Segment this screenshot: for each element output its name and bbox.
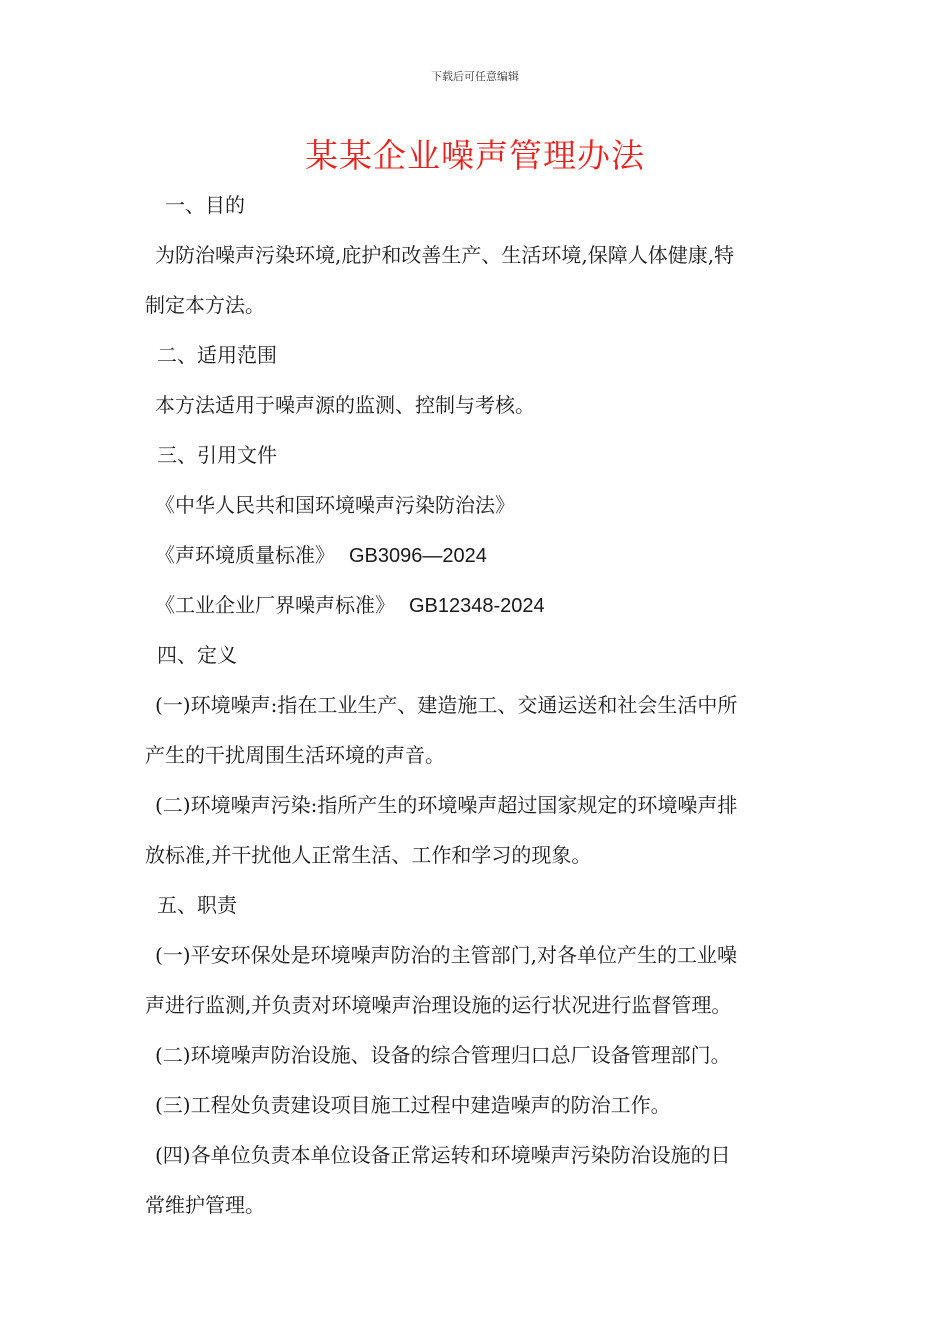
section-heading-purpose: 一、目的: [165, 193, 245, 217]
paragraph-line: (二)环境噪声污染:指所产生的环境噪声超过国家规定的环境噪声排: [155, 793, 738, 817]
reference-code: GB3096—2024: [349, 545, 487, 567]
reference-name: 《声环境质量标准》: [155, 543, 335, 567]
paragraph-line: (一)平安环保处是环境噪声防治的主管部门,对各单位产生的工业噪: [155, 943, 737, 967]
document-body: [145, 180, 810, 1230]
section-heading-references: 三、引用文件: [157, 443, 277, 467]
reference-item: 《中华人民共和国环境噪声污染防治法》: [155, 493, 515, 517]
paragraph-line: 产生的干扰周围生活环境的声音。: [145, 743, 445, 767]
paragraph-line: 本方法适用于噪声源的监测、控制与考核。: [155, 393, 535, 417]
document-title: 某某企业噪声管理办法: [305, 136, 645, 175]
paragraph-line: (四)各单位负责本单位设备正常运转和环境噪声污染防治设施的日: [155, 1143, 731, 1167]
reference-item: [145, 530, 810, 580]
paragraph-line: (三)工程处负责建设项目施工过程中建造噪声的防治工作。: [155, 1093, 671, 1117]
reference-name: 《工业企业厂界噪声标准》: [155, 593, 395, 617]
paragraph-line: 声进行监测,并负责对环境噪声治理设施的运行状况进行监督管理。: [145, 993, 732, 1017]
section-heading-responsibilities: 五、职责: [157, 893, 237, 917]
reference-item: [145, 580, 810, 630]
reference-code: GB12348-2024: [409, 595, 545, 617]
paragraph-line: (一)环境噪声:指在工业生产、建造施工、交通运送和社会生活中所: [155, 693, 738, 717]
section-heading-scope: 二、适用范围: [157, 343, 277, 367]
paragraph-line: (二)环境噪声防治设施、设备的综合管理归口总厂设备管理部门。: [155, 1043, 731, 1067]
header-note: 下载后可任意编辑: [431, 70, 519, 83]
paragraph-line: 为防治噪声污染环境,庇护和改善生产、生活环境,保障人体健康,特: [155, 243, 735, 267]
section-heading-definitions: 四、定义: [157, 643, 237, 667]
paragraph-line: 常维护管理。: [145, 1193, 265, 1217]
paragraph-line: 制定本方法。: [145, 293, 265, 317]
paragraph-line: 放标准,并干扰他人正常生活、工作和学习的现象。: [145, 843, 592, 867]
